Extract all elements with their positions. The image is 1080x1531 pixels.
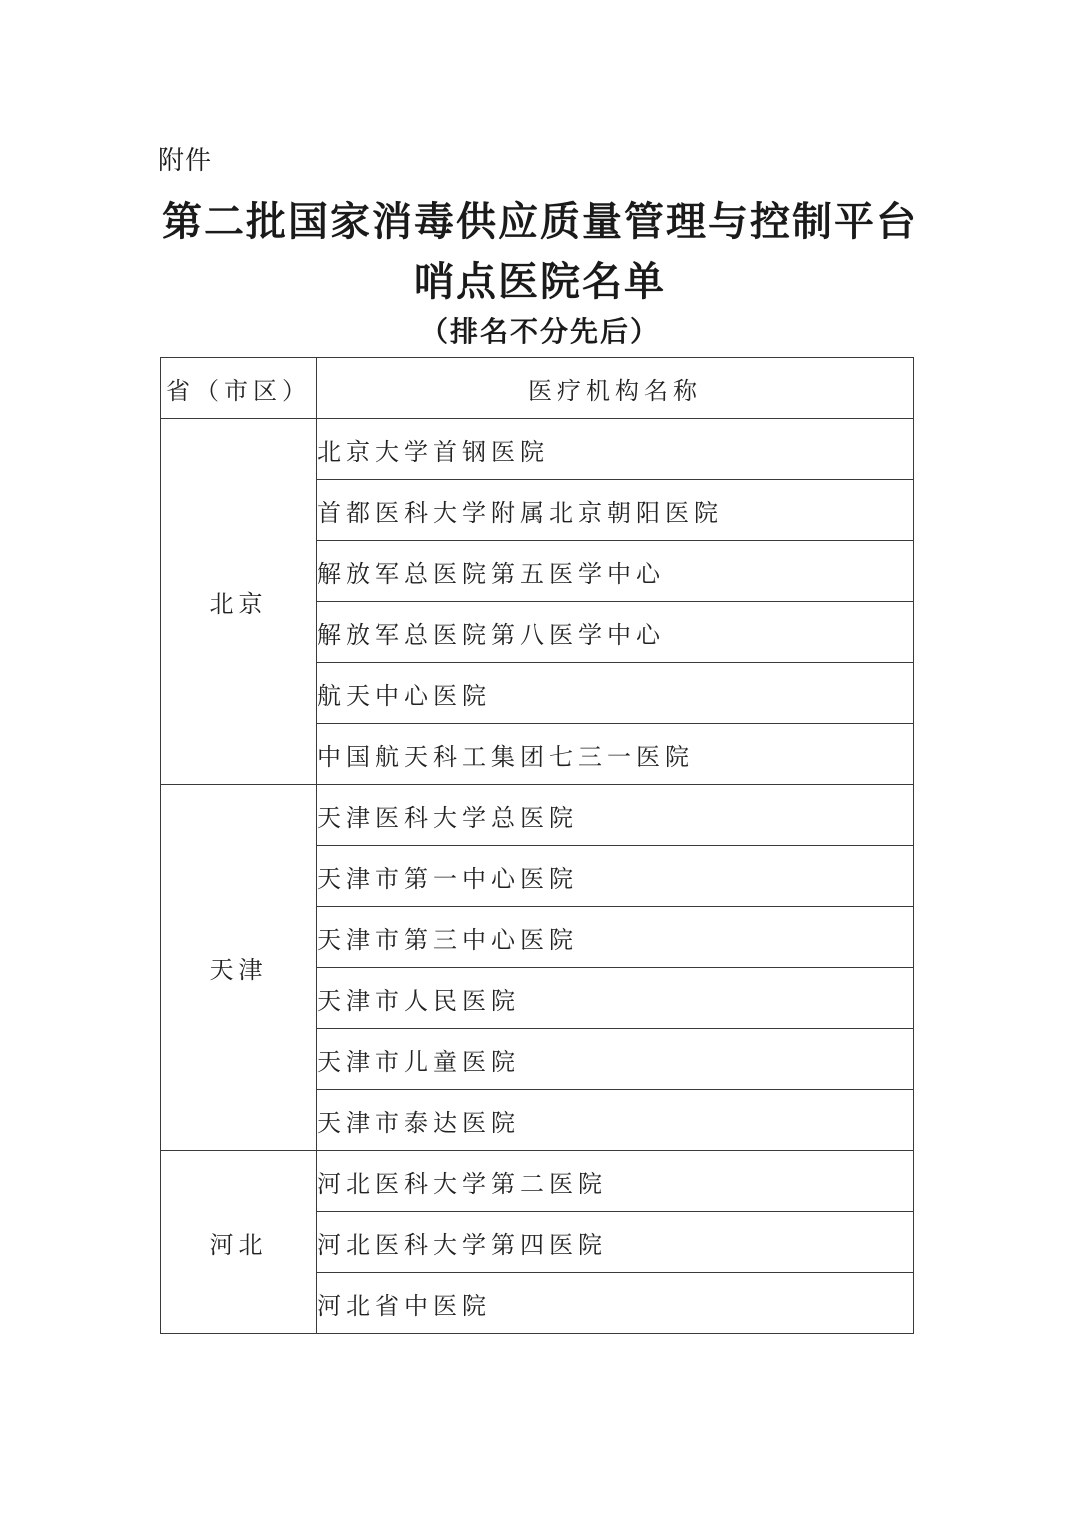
table-header-row <box>161 358 914 419</box>
attachment-label: 附件 <box>158 146 213 176</box>
province-cell: 河北 <box>161 1151 317 1334</box>
table-row <box>161 419 914 480</box>
document-title-line1: 第二批国家消毒供应质量管理与控制平台 <box>162 198 918 245</box>
institution-cell: 解放军总医院第五医学中心 <box>317 541 914 602</box>
institution-cell: 天津市第三中心医院 <box>317 907 914 968</box>
institution-cell: 航天中心医院 <box>317 663 914 724</box>
column-header-institution: 医疗机构名称 <box>317 358 914 419</box>
institution-cell: 中国航天科工集团七三一医院 <box>317 724 914 785</box>
column-header-province: 省（市区） <box>161 358 317 419</box>
province-cell: 天津 <box>161 785 317 1151</box>
province-cell: 北京 <box>161 419 317 785</box>
institution-cell: 北京大学首钢医院 <box>317 419 914 480</box>
institution-cell: 天津医科大学总医院 <box>317 785 914 846</box>
table-row <box>161 1151 914 1212</box>
institution-cell: 河北医科大学第四医院 <box>317 1212 914 1273</box>
institution-cell: 天津市人民医院 <box>317 968 914 1029</box>
institution-cell: 天津市第一中心医院 <box>317 846 914 907</box>
document-subtitle: （排名不分先后） <box>419 315 660 348</box>
institution-cell: 河北医科大学第二医院 <box>317 1151 914 1212</box>
institution-cell: 解放军总医院第八医学中心 <box>317 602 914 663</box>
document-title-line2: 哨点医院名单 <box>414 258 666 305</box>
institution-cell: 天津市泰达医院 <box>317 1090 914 1151</box>
table-row <box>161 785 914 846</box>
institution-cell: 天津市儿童医院 <box>317 1029 914 1090</box>
hospital-table <box>160 357 914 1334</box>
institution-cell: 河北省中医院 <box>317 1273 914 1334</box>
institution-cell: 首都医科大学附属北京朝阳医院 <box>317 480 914 541</box>
